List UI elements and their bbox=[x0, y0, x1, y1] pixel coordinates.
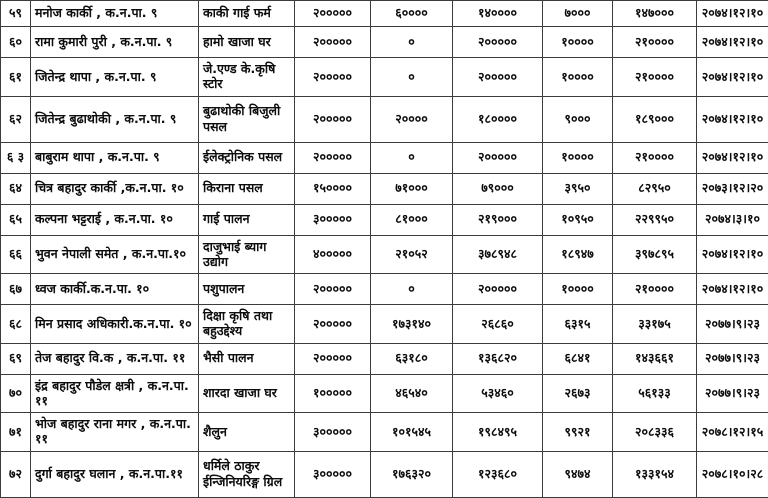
cell-amount-c: १२३६८० bbox=[453, 451, 543, 497]
cell-amount-d: २६७३ bbox=[543, 374, 613, 413]
cell-serial: ६९ bbox=[1, 343, 31, 374]
cell-date: २०७३।१२।२० bbox=[697, 173, 768, 204]
cell-amount-d: १८९४७ bbox=[543, 235, 613, 274]
cell-amount-e: २१०००० bbox=[613, 142, 697, 173]
cell-firm: भैसी पालन bbox=[199, 343, 295, 374]
cell-amount-b: १०१५४५ bbox=[371, 413, 453, 452]
cell-firm: पशुपालन bbox=[199, 274, 295, 305]
cell-firm: धर्मिले ठाकुर ईन्जिनियरिङ्ग ग्रिल bbox=[199, 451, 295, 497]
cell-amount-e: २०८३३६ bbox=[613, 413, 697, 452]
table-row bbox=[1, 374, 768, 413]
cell-amount-a: ३००००० bbox=[295, 451, 371, 497]
cell-firm: शैलुन bbox=[199, 413, 295, 452]
table-row bbox=[1, 96, 768, 142]
cell-amount-c: ५३४६० bbox=[453, 374, 543, 413]
table-row bbox=[1, 27, 768, 58]
cell-amount-a: २००००० bbox=[295, 1, 371, 27]
cell-serial: ६५ bbox=[1, 204, 31, 235]
cell-amount-e: ८२९५० bbox=[613, 173, 697, 204]
cell-serial: ६४ bbox=[1, 173, 31, 204]
cell-name: जितेन्द्र थापा , क.न.पा. ९ bbox=[31, 58, 199, 97]
cell-amount-e: १४७००० bbox=[613, 1, 697, 27]
cell-amount-c: २००००० bbox=[453, 58, 543, 97]
cell-date: २०७४।१२।१० bbox=[697, 274, 768, 305]
cell-date: २०७४।१२।१० bbox=[697, 96, 768, 142]
cell-amount-c: २६८६० bbox=[453, 305, 543, 344]
cell-amount-b: ६०००० bbox=[371, 1, 453, 27]
cell-amount-c: २००००० bbox=[453, 142, 543, 173]
cell-amount-d: १०००० bbox=[543, 58, 613, 97]
cell-date: २०७७।९।२३ bbox=[697, 305, 768, 344]
cell-amount-b: ७१००० bbox=[371, 173, 453, 204]
cell-name: दुर्गा बहादुर घलान , क.न.पा.११ bbox=[31, 451, 199, 497]
cell-amount-b: ० bbox=[371, 58, 453, 97]
table-row bbox=[1, 58, 768, 97]
cell-firm: दाजुभाई ब्याग उद्योग bbox=[199, 235, 295, 274]
cell-amount-a: २००००० bbox=[295, 343, 371, 374]
table-row bbox=[1, 173, 768, 204]
table-row bbox=[1, 305, 768, 344]
cell-amount-d: ६८४१ bbox=[543, 343, 613, 374]
cell-amount-c: १३६८२० bbox=[453, 343, 543, 374]
cell-amount-c: १९८४९५ bbox=[453, 413, 543, 452]
cell-amount-c: ७९००० bbox=[453, 173, 543, 204]
cell-amount-e: २१०००० bbox=[613, 274, 697, 305]
cell-amount-d: ३९५० bbox=[543, 173, 613, 204]
cell-amount-a: २००००० bbox=[295, 58, 371, 97]
cell-amount-b: २१०५२ bbox=[371, 235, 453, 274]
cell-serial: ७१ bbox=[1, 413, 31, 452]
cell-amount-e: ५६१३३ bbox=[613, 374, 697, 413]
cell-amount-b: ० bbox=[371, 274, 453, 305]
cell-date: २०७४।१२।१० bbox=[697, 142, 768, 173]
cell-serial: ६७ bbox=[1, 274, 31, 305]
cell-amount-a: १५०००० bbox=[295, 173, 371, 204]
cell-serial: ६२ bbox=[1, 96, 31, 142]
cell-date: २०७७।९।२३ bbox=[697, 343, 768, 374]
table-row bbox=[1, 274, 768, 305]
table-row bbox=[1, 142, 768, 173]
cell-name: चित्र बहादुर कार्की ,क.न.पा. १० bbox=[31, 173, 199, 204]
cell-firm: जे.एण्ड के.कृषि स्टोर bbox=[199, 58, 295, 97]
cell-amount-e: २१०००० bbox=[613, 58, 697, 97]
table-row bbox=[1, 413, 768, 452]
cell-name: तेज बहादुर वि.क , क.न.पा. ११ bbox=[31, 343, 199, 374]
cell-amount-e: २२९९५० bbox=[613, 204, 697, 235]
cell-date: २०७४।१२।१० bbox=[697, 1, 768, 27]
cell-serial: ६० bbox=[1, 27, 31, 58]
cell-name: बाबुराम थापा , क.न.पा. ९ bbox=[31, 142, 199, 173]
cell-amount-d: ६३१५ bbox=[543, 305, 613, 344]
cell-name: रामा कुमारी पुरी , क.न.पा. ९ bbox=[31, 27, 199, 58]
cell-date: २०७४।१२।१० bbox=[697, 58, 768, 97]
cell-name: कल्पना भट्टराई , क.न.पा. १० bbox=[31, 204, 199, 235]
cell-serial: ६१ bbox=[1, 58, 31, 97]
cell-amount-c: ३७८९४८ bbox=[453, 235, 543, 274]
cell-amount-d: ९९२१ bbox=[543, 413, 613, 452]
cell-amount-a: ३००००० bbox=[295, 413, 371, 452]
cell-name: ध्वज कार्की.क.न.पा. १० bbox=[31, 274, 199, 305]
cell-amount-b: २०००० bbox=[371, 96, 453, 142]
cell-date: २०७४।१२।१० bbox=[697, 27, 768, 58]
cell-serial: ५९ bbox=[1, 1, 31, 27]
cell-firm: बुढाथोकी बिजुली पसल bbox=[199, 96, 295, 142]
cell-firm: काकी गाई फर्म bbox=[199, 1, 295, 27]
cell-amount-a: ३००००० bbox=[295, 204, 371, 235]
cell-firm: दिक्षा कृषि तथा बहुउद्देश्य bbox=[199, 305, 295, 344]
cell-firm: हामो खाजा घर bbox=[199, 27, 295, 58]
cell-amount-b: ४६५४० bbox=[371, 374, 453, 413]
cell-amount-e: १३३१५४ bbox=[613, 451, 697, 497]
cell-name: इंद्र बहादुर पौडेल क्षत्री , क.न.पा. ११ bbox=[31, 374, 199, 413]
table-row bbox=[1, 204, 768, 235]
cell-amount-b: १७३१४० bbox=[371, 305, 453, 344]
cell-amount-c: २१९००० bbox=[453, 204, 543, 235]
cell-amount-c: २००००० bbox=[453, 27, 543, 58]
cell-amount-b: ० bbox=[371, 142, 453, 173]
cell-amount-e: १४३६६१ bbox=[613, 343, 697, 374]
table-row bbox=[1, 1, 768, 27]
cell-amount-a: २००००० bbox=[295, 96, 371, 142]
cell-amount-d: १०९५० bbox=[543, 204, 613, 235]
cell-amount-b: ८१००० bbox=[371, 204, 453, 235]
cell-serial: ७० bbox=[1, 374, 31, 413]
cell-name: भोज बहादुर राना मगर , क.न.पा. ११ bbox=[31, 413, 199, 452]
cell-date: २०७८।१०।२८ bbox=[697, 451, 768, 497]
cell-name: मनोज कार्की , क.न.पा. ९ bbox=[31, 1, 199, 27]
cell-date: २०७४।१२।१० bbox=[697, 235, 768, 274]
cell-firm: ईलेक्ट्रोनिक पसल bbox=[199, 142, 295, 173]
cell-amount-c: २००००० bbox=[453, 274, 543, 305]
cell-amount-c: १४०००० bbox=[453, 1, 543, 27]
table-row bbox=[1, 451, 768, 497]
cell-amount-c: १८०००० bbox=[453, 96, 543, 142]
cell-serial: ६६ bbox=[1, 235, 31, 274]
cell-amount-b: ६३१८० bbox=[371, 343, 453, 374]
cell-amount-d: १०००० bbox=[543, 142, 613, 173]
cell-firm: शारदा खाजा घर bbox=[199, 374, 295, 413]
cell-amount-a: २००००० bbox=[295, 274, 371, 305]
cell-name: भुवन नेपाली समेत , क.न.पा.१० bbox=[31, 235, 199, 274]
cell-amount-a: ४००००० bbox=[295, 235, 371, 274]
cell-firm: गाई पालन bbox=[199, 204, 295, 235]
cell-amount-a: १००००० bbox=[295, 374, 371, 413]
cell-serial: ६ ३ bbox=[1, 142, 31, 173]
cell-serial: ६८ bbox=[1, 305, 31, 344]
cell-amount-a: २००००० bbox=[295, 305, 371, 344]
cell-amount-d: ७००० bbox=[543, 1, 613, 27]
cell-amount-e: १८९००० bbox=[613, 96, 697, 142]
cell-date: २०७७।९।२३ bbox=[697, 374, 768, 413]
cell-date: २०७४।३।१० bbox=[697, 204, 768, 235]
cell-date: २०७८।१२।१५ bbox=[697, 413, 768, 452]
table-row bbox=[1, 343, 768, 374]
cell-firm: किराना पसल bbox=[199, 173, 295, 204]
cell-amount-d: ९४७४ bbox=[543, 451, 613, 497]
cell-serial: ७२ bbox=[1, 451, 31, 497]
table-row bbox=[1, 235, 768, 274]
cell-amount-b: १७६३२० bbox=[371, 451, 453, 497]
cell-name: जितेन्द्र बुढाथोकी , क.न.पा. ९ bbox=[31, 96, 199, 142]
cell-amount-d: ९००० bbox=[543, 96, 613, 142]
cell-amount-a: २००००० bbox=[295, 142, 371, 173]
cell-amount-e: ३९७८९५ bbox=[613, 235, 697, 274]
cell-amount-b: ० bbox=[371, 27, 453, 58]
cell-amount-a: २००००० bbox=[295, 27, 371, 58]
cell-amount-e: ३३१७५ bbox=[613, 305, 697, 344]
cell-amount-d: १०००० bbox=[543, 274, 613, 305]
cell-amount-d: १०००० bbox=[543, 27, 613, 58]
cell-name: मिन प्रसाद अधिकारी.क.न.पा. १० bbox=[31, 305, 199, 344]
cell-amount-e: २१०००० bbox=[613, 27, 697, 58]
table-body bbox=[1, 1, 768, 498]
